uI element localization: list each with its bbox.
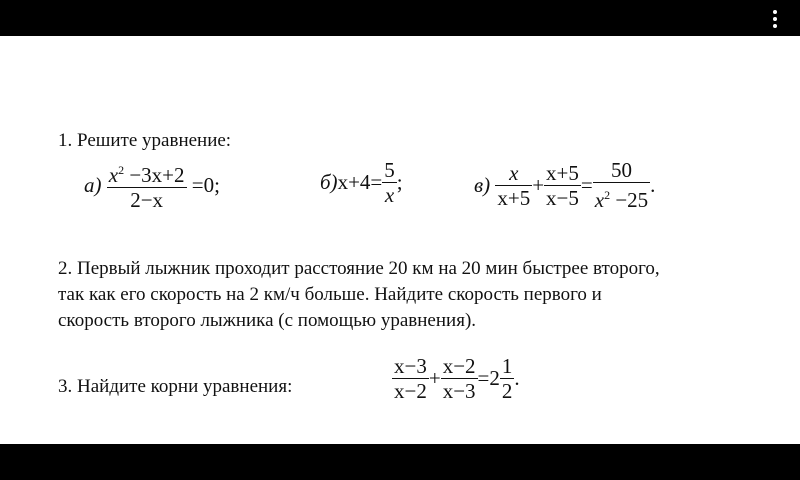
num-c3: 50 xyxy=(593,158,650,183)
den-b: x xyxy=(384,183,395,207)
top-bar xyxy=(0,0,800,36)
num-3b: x−2 xyxy=(442,354,476,378)
exp-2: 2 xyxy=(118,163,125,177)
rhs-a: =0; xyxy=(191,172,220,197)
equation-b xyxy=(320,158,403,207)
num-3a: x−3 xyxy=(394,354,427,378)
equation-c xyxy=(474,158,655,212)
task3-text: 3. Найдите корни уравнения: xyxy=(58,376,293,397)
bottom-bar xyxy=(0,444,800,480)
num-x: x xyxy=(108,163,119,187)
fraction-b xyxy=(382,158,397,207)
num-c1: x xyxy=(495,161,532,186)
exp-2-c: 2 xyxy=(604,188,611,202)
fraction-3b xyxy=(441,354,478,403)
fraction-c1 xyxy=(495,161,532,210)
eq-3: = xyxy=(477,366,490,390)
den-c1: x+5 xyxy=(497,185,531,210)
num-rest: −3x+2 xyxy=(124,163,185,187)
label-a: а) xyxy=(84,172,102,197)
fraction-c2 xyxy=(544,161,581,210)
num-b: 5 xyxy=(384,158,395,182)
task2-line3: скорость второго лыжника (с помощью уравнения). xyxy=(58,310,477,331)
task2-line2: так как его скорость на 2 км/ч больше. Найдите скорость первого и xyxy=(58,284,602,305)
den-3b: x−3 xyxy=(442,379,476,403)
plus-c: + xyxy=(532,172,545,197)
den-a: 2−x xyxy=(130,188,164,212)
task1-heading: 1. Решите уравнение: xyxy=(58,130,232,151)
label-c: в) xyxy=(474,172,491,197)
mixed-whole: 2 xyxy=(489,366,500,390)
more-options-icon[interactable] xyxy=(772,10,778,28)
document-page xyxy=(0,36,800,444)
num-c2: x+5 xyxy=(546,160,579,185)
eq-c: = xyxy=(580,172,593,197)
lhs-b: x+4= xyxy=(337,170,383,194)
num-3c: 1 xyxy=(501,354,513,378)
fraction-a xyxy=(107,158,187,212)
fraction-3c xyxy=(500,354,515,403)
task2-line1: 2. Первый лыжник проходит расстояние 20 км на 20 мин быстрее второго, xyxy=(58,258,660,279)
den-c2: x−5 xyxy=(546,185,579,210)
fraction-3a xyxy=(392,354,429,403)
tail-3: . xyxy=(514,366,520,390)
equation-a xyxy=(84,158,220,212)
label-b: б) xyxy=(320,170,338,194)
den-3c: 2 xyxy=(501,379,513,403)
den-c3-x: x xyxy=(594,188,605,212)
fraction-c3 xyxy=(593,158,650,212)
den-3a: x−2 xyxy=(394,379,427,403)
equation-3 xyxy=(392,354,520,403)
den-c3-rest: −25 xyxy=(610,188,649,212)
tail-b: ; xyxy=(396,170,403,194)
tail-c: . xyxy=(650,172,656,197)
plus-3: + xyxy=(428,366,441,390)
